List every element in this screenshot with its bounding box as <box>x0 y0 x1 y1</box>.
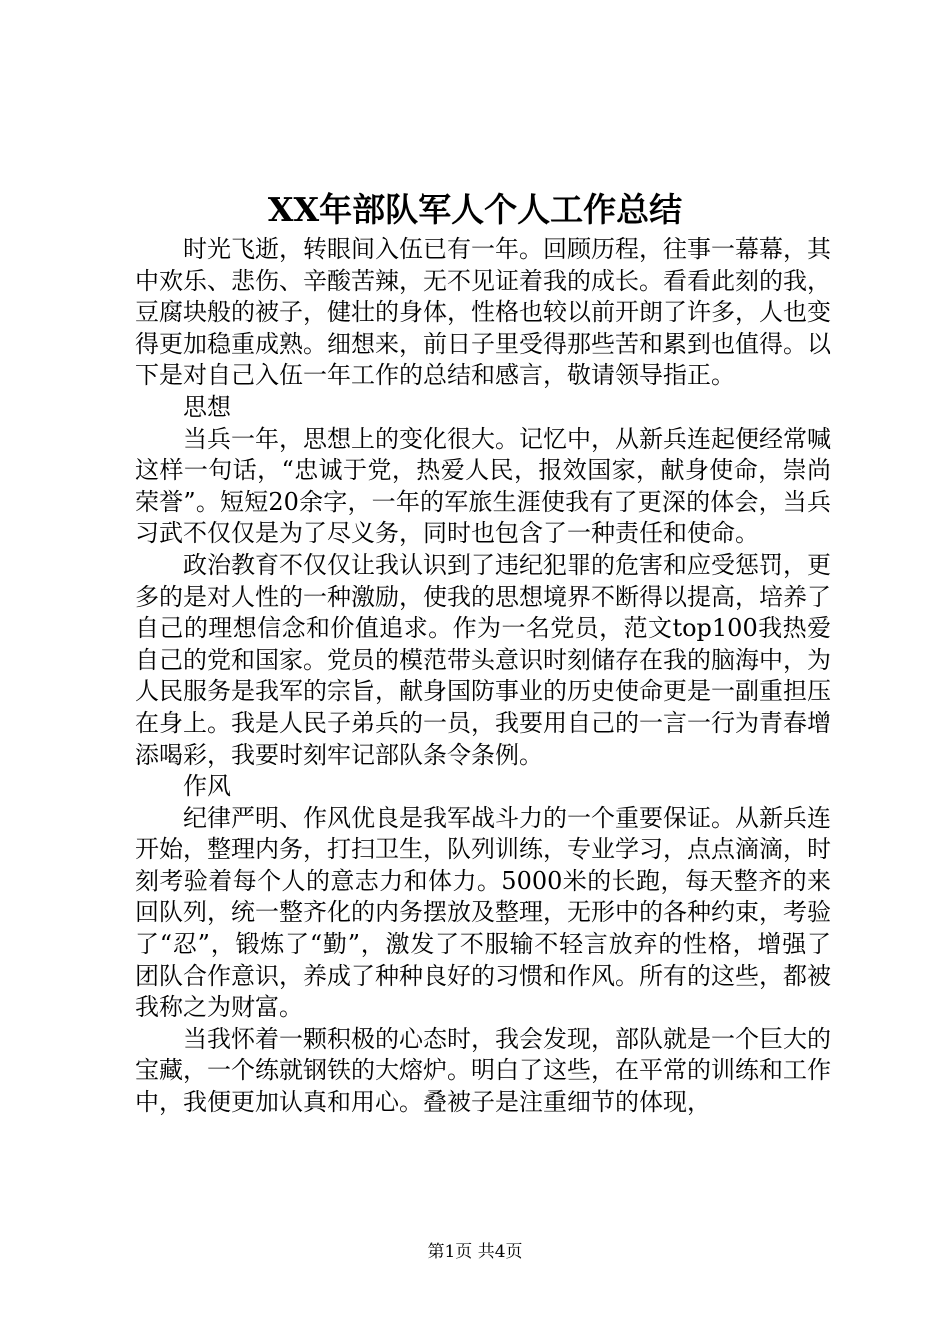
section-heading-style: 作风 <box>183 772 231 801</box>
document-body <box>135 234 831 1119</box>
paragraph-thought-1: 当兵一年，思想上的变化很大。记忆中，从新兵连起便经常喊这样一句话，“忠诚于党，热爱人民，报效国家，献身使命，崇尚荣誉”。短短20余字，一年的军旅生涯使我有了更深的体会，当兵习武不仅仅是为了尽义务，同时也包含了一种责任和使命。 <box>135 424 831 548</box>
paragraph-style-1: 纪律严明、作风优良是我军战斗力的一个重要保证。从新兵连开始，整理内务，打扫卫生，队列训练，专业学习，点点滴滴，时刻考验着每个人的意志力和体力。5000米的长跑，每天整齐的来回队列，统一整齐化的内务摆放及整理，无形中的各种约束，考验了“忍”，锻炼了“勤”，激发了不服输不轻言放弃的性格，增强了团队合作意识，养成了种种良好的习惯和作风。所有的这些，都被我称之为财富。 <box>135 803 831 1022</box>
paragraph-intro: 时光飞逝，转眼间入伍已有一年。回顾历程，往事一幕幕，其中欢乐、悲伤、辛酸苦辣，无不见证着我的成长。看看此刻的我，豆腐块般的被子，健壮的身体，性格也较以前开朗了许多，人也变得更加稳重成熟。细想来，前日子里受得那些苦和累到也值得。以下是对自己入伍一年工作的总结和感言，敬请领导指正。 <box>135 235 831 390</box>
paragraph-thought-2: 政治教育不仅仅让我认识到了违纪犯罪的危害和应受惩罚，更多的是对人性的一种激励，使我的思想境界不断得以提高，培养了自己的理想信念和价值追求。作为一名党员，范文top100我热爱自己的党和国家。党员的模范带头意识时刻储存在我的脑海中，为人民服务是我军的宗旨，献身国防事业的历史使命更是一副重担压在身上。我是人民子弟兵的一员，我要用自己的一言一行为青春增添喝彩，我要时刻牢记部队条令条例。 <box>135 550 831 769</box>
page-number-footer: 第1页 共4页 <box>427 1242 523 1262</box>
document-title: XX年部队军人个人工作总结 <box>267 190 683 229</box>
section-heading-thought: 思想 <box>183 392 231 421</box>
paragraph-style-2: 当我怀着一颗积极的心态时，我会发现，部队就是一个巨大的宝藏，一个练就钢铁的大熔炉。明白了这些，在平常的训练和工作中，我便更加认真和用心。叠被子是注重细节的体现， <box>135 1024 831 1117</box>
